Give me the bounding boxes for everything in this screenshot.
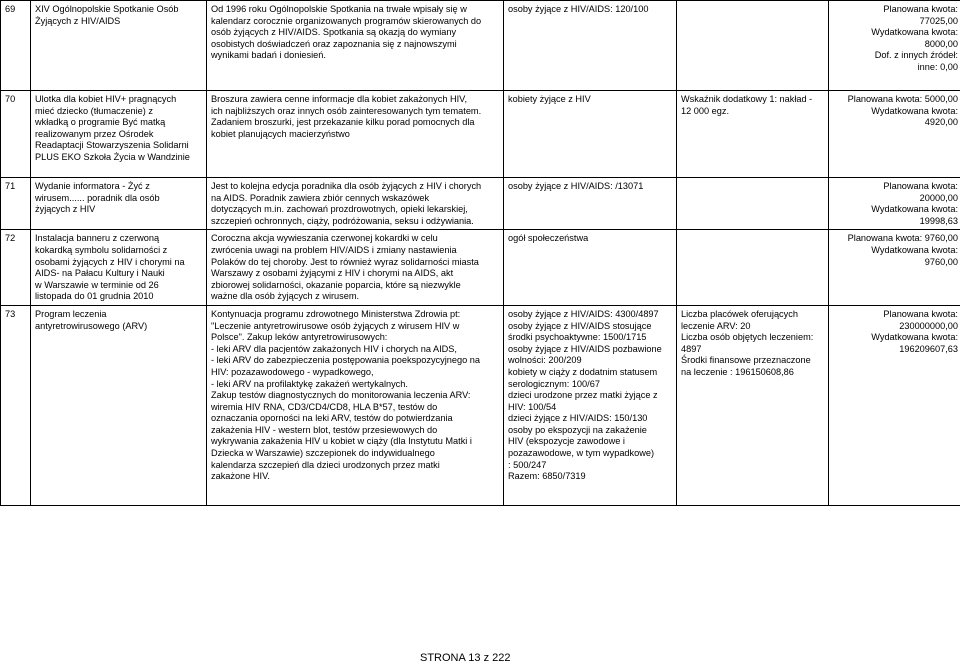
text-line: Jest to kolejna edycja poradnika dla osób żyjących z HIV i chorych	[211, 181, 499, 193]
text-line: kalendarz corocznie organizowanych programów skierowanych do	[211, 16, 499, 28]
cell-description	[207, 91, 504, 178]
text-line: AIDS- na Pałacu Kultury i Nauki	[35, 268, 202, 280]
text-line: HIV: pozazawodowego - wypadkowego,	[211, 367, 499, 379]
cell-indicators	[677, 230, 829, 306]
cell-task-name	[31, 1, 207, 91]
text-line: Polsce". Zakup leków antyretrowirusowych:	[211, 332, 499, 344]
cell-funding	[829, 178, 960, 230]
text-line: na AIDS. Poradnik zawiera zbiór cennych wskazówek	[211, 193, 499, 205]
text-line: Środki finansowe przeznaczone	[681, 355, 824, 367]
text-line: Dziecka w Warszawie) szczepionek do indywidualnego	[211, 448, 499, 460]
text-line: HIV: 100/54	[508, 402, 672, 414]
text-line: 9760,00	[833, 257, 958, 269]
text-line: Planowana kwota: 5000,00	[833, 94, 958, 106]
text-line: Ulotka dla kobiet HIV+ pragnących	[35, 94, 202, 106]
cell-number: 73	[1, 305, 31, 505]
text-line: - leki ARV dla pacjentów zakażonych HIV i chorych na AIDS,	[211, 344, 499, 356]
text-line: Od 1996 roku Ogólnopolskie Spotkania na trwałe wpisały się w	[211, 4, 499, 16]
text-line: Wskaźnik dodatkowy 1: nakład -	[681, 94, 824, 106]
text-line: dzieci żyjące z HIV/AIDS: 150/130	[508, 413, 672, 425]
text-line: osoby żyjące z HIV/AIDS stosujące	[508, 321, 672, 333]
text-line: osób żyjących z HIV/AIDS. Spotkania są okazją do wymiany	[211, 27, 499, 39]
text-line: oznaczania oporności na leki ARV, testów do potwierdzania	[211, 413, 499, 425]
text-line: inne: 0,00	[833, 62, 958, 74]
text-line: Liczba osób objętych leczeniem:	[681, 332, 824, 344]
text-line: mieć dziecko (tłumaczenie) z	[35, 106, 202, 118]
text-line: Planowana kwota: 9760,00	[833, 233, 958, 245]
text-line: 196209607,63	[833, 344, 958, 356]
text-line: osoby żyjące z HIV/AIDS: /13071	[508, 181, 672, 193]
text-line: listopada do 01 grudnia 2010	[35, 291, 202, 303]
text-line: - leki ARV do zabezpieczenia postępowania poekspozycyjnego na	[211, 355, 499, 367]
cell-number: 72	[1, 230, 31, 306]
text-line: : 500/247	[508, 460, 672, 472]
text-line: w Warszawie w terminie od 26	[35, 280, 202, 292]
text-line: środki psychoaktywne: 1500/1715	[508, 332, 672, 344]
cell-funding	[829, 1, 960, 91]
text-line: 20000,00	[833, 193, 958, 205]
cell-task-name	[31, 91, 207, 178]
text-line: PLUS EKO Szkoła Życia w Wandzinie	[35, 152, 202, 164]
cell-description	[207, 305, 504, 505]
cell-funding	[829, 91, 960, 178]
cell-indicators	[677, 91, 829, 178]
table-row	[1, 178, 960, 230]
text-line: żyjących z HIV	[35, 204, 202, 216]
cell-funding	[829, 230, 960, 306]
page-footer: STRONA 13 z 222	[420, 652, 511, 664]
text-line: kokardką symbolu solidarności z	[35, 245, 202, 257]
text-line: wolności: 200/209	[508, 355, 672, 367]
text-line: zakażenia HIV - western blot, testów przesiewowych do	[211, 425, 499, 437]
cell-number: 69	[1, 1, 31, 91]
text-line: Readaptacji Stowarzyszenia Solidarni	[35, 140, 202, 152]
text-line: pozazawodowe, w tym wypadkowe)	[508, 448, 672, 460]
text-line: "Leczenie antyretrowirusowe osób żyjących z wirusem HIV w	[211, 321, 499, 333]
cell-funding	[829, 305, 960, 505]
text-line: kobiety w ciąży z dodatnim statusem	[508, 367, 672, 379]
text-line: Polaków do tej choroby. Jest to również wyraz solidarności miasta	[211, 257, 499, 269]
text-line: 4920,00	[833, 117, 958, 129]
cell-description	[207, 1, 504, 91]
text-line: Kontynuacja programu zdrowotnego Ministerstwa Zdrowia pt:	[211, 309, 499, 321]
text-line: Planowana kwota:	[833, 181, 958, 193]
cell-task-name	[31, 305, 207, 505]
text-line: 4897	[681, 344, 824, 356]
text-line: osoby żyjące z HIV/AIDS: 4300/4897	[508, 309, 672, 321]
text-line: Wydatkowana kwota:	[833, 332, 958, 344]
cell-number: 71	[1, 178, 31, 230]
text-line: Zakup testów diagnostycznych do monitorowania leczenia ARV:	[211, 390, 499, 402]
text-line: zwrócenia uwagi na problem HIV/AIDS i zmiany nastawienia	[211, 245, 499, 257]
text-line: Żyjących z HIV/AIDS	[35, 16, 202, 28]
text-line: wkładką o programie Być matką	[35, 117, 202, 129]
table-row	[1, 305, 960, 505]
text-line: Coroczna akcja wywieszania czerwonej kokardki w celu	[211, 233, 499, 245]
text-line: Wydatkowana kwota:	[833, 245, 958, 257]
text-line: Broszura zawiera cenne informacje dla kobiet zakażonych HIV,	[211, 94, 499, 106]
text-line: osoby żyjące z HIV/AIDS: 120/100	[508, 4, 672, 16]
cell-description	[207, 230, 504, 306]
table-row	[1, 230, 960, 306]
text-line: realizowanym przez Ośrodek	[35, 129, 202, 141]
text-line: HIV (ekspozycje zawodowe i	[508, 436, 672, 448]
text-line: Planowana kwota:	[833, 4, 958, 16]
text-line: dotyczących m.in. zachowań prozdrowotnych, opieki lekarskiej,	[211, 204, 499, 216]
text-line: szczepień ochronnych, ciąży, podróżowania, seksu i odżywiania.	[211, 216, 499, 228]
text-line: osobami żyjących z HIV i chorymi na	[35, 257, 202, 269]
text-line: zbiorowej solidarności, okazanie poparcia, które są niezwykle	[211, 280, 499, 292]
text-line: 230000000,00	[833, 321, 958, 333]
text-line: osoby po ekspozycji na zakażenie	[508, 425, 672, 437]
text-line: ważne dla osób żyjących z wirusem.	[211, 291, 499, 303]
cell-indicators	[677, 178, 829, 230]
text-line: ogół społeczeństwa	[508, 233, 672, 245]
text-line: Wydatkowana kwota:	[833, 27, 958, 39]
text-line: kalendarza szczepień dla dzieci urodzonych przez matki	[211, 460, 499, 472]
text-line: Planowana kwota:	[833, 309, 958, 321]
text-line: Program leczenia	[35, 309, 202, 321]
text-line: Wydatkowana kwota:	[833, 106, 958, 118]
text-line: antyretrowirusowego (ARV)	[35, 321, 202, 333]
text-line: osobistych doświadczeń oraz zapoznania się z najnowszymi	[211, 39, 499, 51]
cell-number: 70	[1, 91, 31, 178]
table-row	[1, 1, 960, 91]
text-line: Instalacja banneru z czerwoną	[35, 233, 202, 245]
text-line: leczenie ARV: 20	[681, 321, 824, 333]
cell-indicators	[677, 305, 829, 505]
cell-target-group	[504, 1, 677, 91]
text-line: Warszawy z osobami żyjącymi z HIV i chorymi na AIDS, akt	[211, 268, 499, 280]
text-line: Liczba placówek oferujących	[681, 309, 824, 321]
text-line: Wydatkowana kwota:	[833, 204, 958, 216]
cell-task-name	[31, 230, 207, 306]
cell-target-group	[504, 178, 677, 230]
text-line: Razem: 6850/7319	[508, 471, 672, 483]
text-line: 19998,63	[833, 216, 958, 228]
text-line: wynikami badań i doniesień.	[211, 50, 499, 62]
text-line: serologicznym: 100/67	[508, 379, 672, 391]
table-row	[1, 91, 960, 178]
cell-task-name	[31, 178, 207, 230]
text-line: Wydanie informatora - Żyć z	[35, 181, 202, 193]
text-line: Dof. z innych źródeł:	[833, 50, 958, 62]
text-line: 12 000 egz.	[681, 106, 824, 118]
text-line: wirusem...... poradnik dla osób	[35, 193, 202, 205]
text-line: XIV Ogólnopolskie Spotkanie Osób	[35, 4, 202, 16]
text-line: 8000,00	[833, 39, 958, 51]
text-line: 77025,00	[833, 16, 958, 28]
cell-target-group	[504, 230, 677, 306]
text-line: osoby żyjące z HIV/AIDS pozbawione	[508, 344, 672, 356]
cell-description	[207, 178, 504, 230]
text-line: - leki ARV na profilaktykę zakażeń wertykalnych.	[211, 379, 499, 391]
cell-target-group	[504, 305, 677, 505]
text-line: na leczenie : 196150608,86	[681, 367, 824, 379]
cell-target-group	[504, 91, 677, 178]
text-line: ich najbliższych oraz innych osób zainteresowanych tym tematem.	[211, 106, 499, 118]
text-line: kobiet planujących macierzyństwo	[211, 129, 499, 141]
text-line: wykrywania zakażenia HIV u kobiet w ciąży (dla Instytutu Matki i	[211, 436, 499, 448]
text-line: kobiety żyjące z HIV	[508, 94, 672, 106]
cell-indicators	[677, 1, 829, 91]
text-line: zakażone HIV.	[211, 471, 499, 483]
text-line: dzieci urodzone przez matki żyjące z	[508, 390, 672, 402]
text-line: Zadaniem broszurki, jest przekazanie kilku porad pomocnych dla	[211, 117, 499, 129]
text-line: wiremia HIV RNA, CD3/CD4/CD8, HLA B*57, testów do	[211, 402, 499, 414]
